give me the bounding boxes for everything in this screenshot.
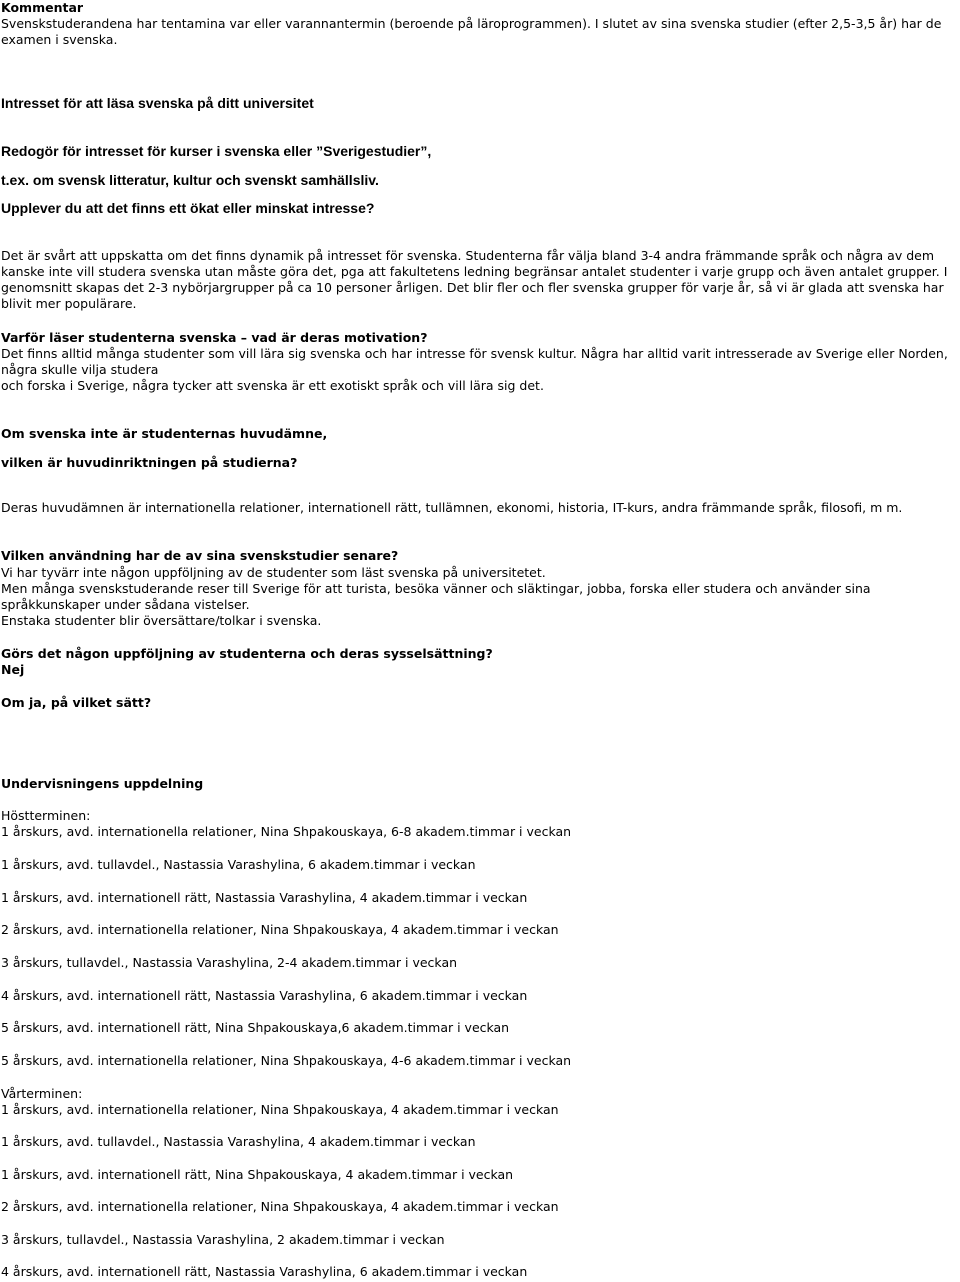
hosttermin-course: 2 årskurs, avd. internationella relationer, Nina Shpakouskaya, 4 akadem.timmar i veckan	[1, 922, 559, 937]
uppfoljning-question: Görs det någon uppföljning av studenterna och deras sysselsättning?	[1, 646, 493, 661]
hosttermin-course: 3 årskurs, tullavdel., Nastassia Varashylina, 2-4 akadem.timmar i veckan	[1, 955, 458, 970]
anvandning-answer-3: Enstaka studenter blir översättare/tolkar i svenska.	[1, 613, 322, 628]
huvudamne-question-2: vilken är huvudinriktningen på studierna?	[1, 455, 298, 470]
anvandning-answer-2: Men många svenskstuderande reser till Sverige för att turista, besöka vänner och släktingar, jobba, forska eller studera och använder sina språkkunskaper under sådana vistelser.	[1, 581, 871, 612]
vartermin-label: Vårterminen:	[1, 1086, 83, 1101]
hosttermin-course: 4 årskurs, avd. internationell rätt, Nastassia Varashylina, 6 akadem.timmar i veckan	[1, 988, 528, 1003]
hosttermin-course: 5 årskurs, avd. internationella relationer, Nina Shpakouskaya, 4-6 akadem.timmar i veckan	[1, 1053, 572, 1068]
intresse-question: Upplever du att det finns ett ökat eller minskat intresse?	[1, 200, 375, 216]
motivation-question: Varför läser studenterna svenska – vad är deras motivation?	[1, 330, 428, 345]
motivation-answer-1: Det finns alltid många studenter som vill lära sig svenska och har intresse för svensk kultur. Några har alltid varit intresserade av Sverige eller Norden, några skulle vilja studera	[1, 346, 948, 377]
uppfoljning-question-2: Om ja, på vilket sätt?	[1, 695, 152, 710]
intresse-prompt-1: Redogör för intresset för kurser i svenska eller ”Sverigestudier”,	[1, 143, 432, 159]
hosttermin-course: 1 årskurs, avd. internationella relationer, Nina Shpakouskaya, 6-8 akadem.timmar i veckan	[1, 824, 572, 839]
intresse-prompt-2: t.ex. om svensk litteratur, kultur och svenskt samhällsliv.	[1, 172, 379, 188]
huvudamne-question-1: Om svenska inte är studenternas huvudämne,	[1, 426, 328, 441]
vartermin-course: 1 årskurs, avd. tullavdel., Nastassia Varashylina, 4 akadem.timmar i veckan	[1, 1134, 476, 1149]
hosttermin-course: 1 årskurs, avd. internationell rätt, Nastassia Varashylina, 4 akadem.timmar i veckan	[1, 890, 528, 905]
undervisning-heading: Undervisningens uppdelning	[1, 776, 204, 791]
kommentar-heading: Kommentar	[1, 0, 84, 15]
vartermin-course: 3 årskurs, tullavdel., Nastassia Varashylina, 2 akadem.timmar i veckan	[1, 1232, 445, 1247]
anvandning-answer-1: Vi har tyvärr inte någon uppföljning av de studenter som läst svenska på universitetet.	[1, 565, 546, 580]
uppfoljning-answer: Nej	[1, 662, 25, 677]
motivation-answer-2: och forska i Sverige, några tycker att svenska är ett exotiskt språk och vill lära sig det.	[1, 378, 544, 393]
anvandning-question: Vilken användning har de av sina svenskstudier senare?	[1, 548, 399, 563]
huvudamne-answer: Deras huvudämnen är internationella relationer, internationell rätt, tullämnen, ekonomi, historia, IT-kurs, andra främmande språk, filosofi, m m.	[1, 500, 903, 515]
intresse-heading: Intresset för att läsa svenska på ditt universitet	[1, 95, 314, 111]
vartermin-course: 4 årskurs, avd. internationell rätt, Nastassia Varashylina, 6 akadem.timmar i veckan	[1, 1264, 528, 1279]
kommentar-text: Svenskstuderandena har tentamina var eller varannantermin (beroende på läroprogrammen). I slutet av sina svenska studier (efter 2,5-3,5 år) har de examen i svenska.	[1, 16, 942, 47]
vartermin-course: 1 årskurs, avd. internationell rätt, Nina Shpakouskaya, 4 akadem.timmar i veckan	[1, 1167, 514, 1182]
intresse-answer: Det är svårt att uppskatta om det finns dynamik på intresset för svenska. Studenterna får välja bland 3-4 andra främmande språk och några av dem kanske inte vill studera svenska utan måste göra det, pga att fakultetens ledning begränsar antalet studenter i varje grupp och även antalet grupper. I genomsnitt skapas det 2-3 nybörjargrupper på ca 10 personer årligen. Det blir fler och fler svenska grupper för varje år, så vi är glada att svenska har blivit mer populärare.	[1, 248, 948, 311]
hosttermin-course: 5 årskurs, avd. internationell rätt, Nina Shpakouskaya,6 akadem.timmar i veckan	[1, 1020, 510, 1035]
hosttermin-label: Höstterminen:	[1, 808, 91, 823]
hosttermin-course: 1 årskurs, avd. tullavdel., Nastassia Varashylina, 6 akadem.timmar i veckan	[1, 857, 476, 872]
vartermin-course: 1 årskurs, avd. internationella relationer, Nina Shpakouskaya, 4 akadem.timmar i veckan	[1, 1102, 559, 1117]
vartermin-course: 2 årskurs, avd. internationella relationer, Nina Shpakouskaya, 4 akadem.timmar i veckan	[1, 1199, 559, 1214]
